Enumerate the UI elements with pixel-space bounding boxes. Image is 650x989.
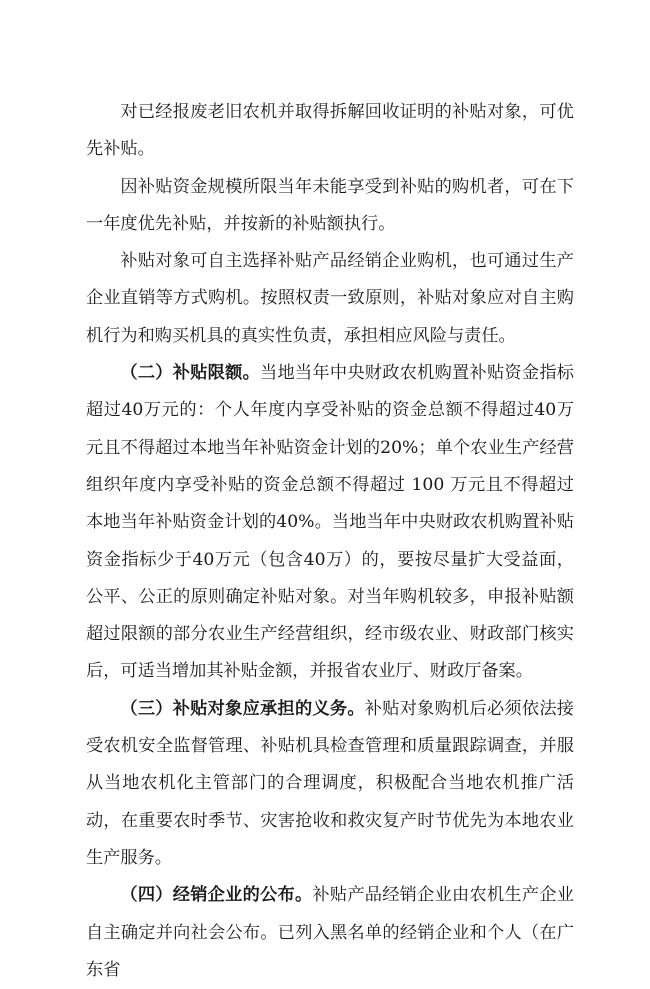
paragraph-text: 因补贴资金规模所限当年未能享受到补贴的购机者，可在下一年度优先补贴，并按新的补贴额执行。: [86, 176, 574, 234]
paragraph-text: 补贴产品经销企业由农机生产企业自主确定并向社会公布。已列入黑名单的经销企业和个人（在广东省: [86, 885, 574, 980]
paragraph-text: 对已经报废老旧农机并取得拆解回收证明的补贴对象，可优先补贴。: [86, 102, 574, 160]
section-heading-obligations: （三）补贴对象应承担的义务。: [120, 698, 365, 719]
paragraph-purchase-channel: [86, 243, 574, 355]
section-heading-dealer-announcement: （四）经销企业的公布。: [120, 885, 313, 906]
paragraph-priority-next-year: [86, 169, 574, 244]
section-heading-subsidy-limit: （二）补贴限额。: [120, 363, 261, 384]
paragraph-text: 补贴对象购机后必须依法接受农机安全监督管理、补贴机具检查管理和质量跟踪调查，并服从当地农机化主管部门的合理调度，积极配合当地农机推广活动，在重要农时季节、灾害抢收和救灾复产时节优先为本地农业生产服务。: [86, 698, 574, 868]
paragraph-dealer-announcement: [86, 877, 574, 989]
paragraph-priority-scrapped: [86, 94, 574, 169]
paragraph-subsidy-limit: [86, 355, 574, 691]
body-text: [86, 94, 574, 989]
paragraph-text: 补贴对象可自主选择补贴产品经销企业购机，也可通过生产企业直销等方式购机。按照权责一致原则，补贴对象应对自主购机行为和购买机具的真实性负责，承担相应风险与责任。: [86, 251, 574, 346]
paragraph-obligations: [86, 691, 574, 877]
paragraph-text: 当地当年中央财政农机购置补贴资金指标超过40万元的：个人年度内享受补贴的资金总额不得超过40万元且不得超过本地当年补贴资金计划的20%；单个农业生产经营组织年度内享受补贴的资金总额不得超过 100 万元且不得超过本地当年补贴资金计划的40%。当地当年中央财政农机购置补贴资金指标少于40万元（包含40万）的，要按尽量扩大受益面，公平、公正的原则确定补贴对象。对当年购机较多，申报补贴额超过限额的部分农业生产经营组织，经市级农业、财政部门核实后，可适当增加其补贴金额，并报省农业厅、财政厅备案。: [86, 363, 574, 682]
